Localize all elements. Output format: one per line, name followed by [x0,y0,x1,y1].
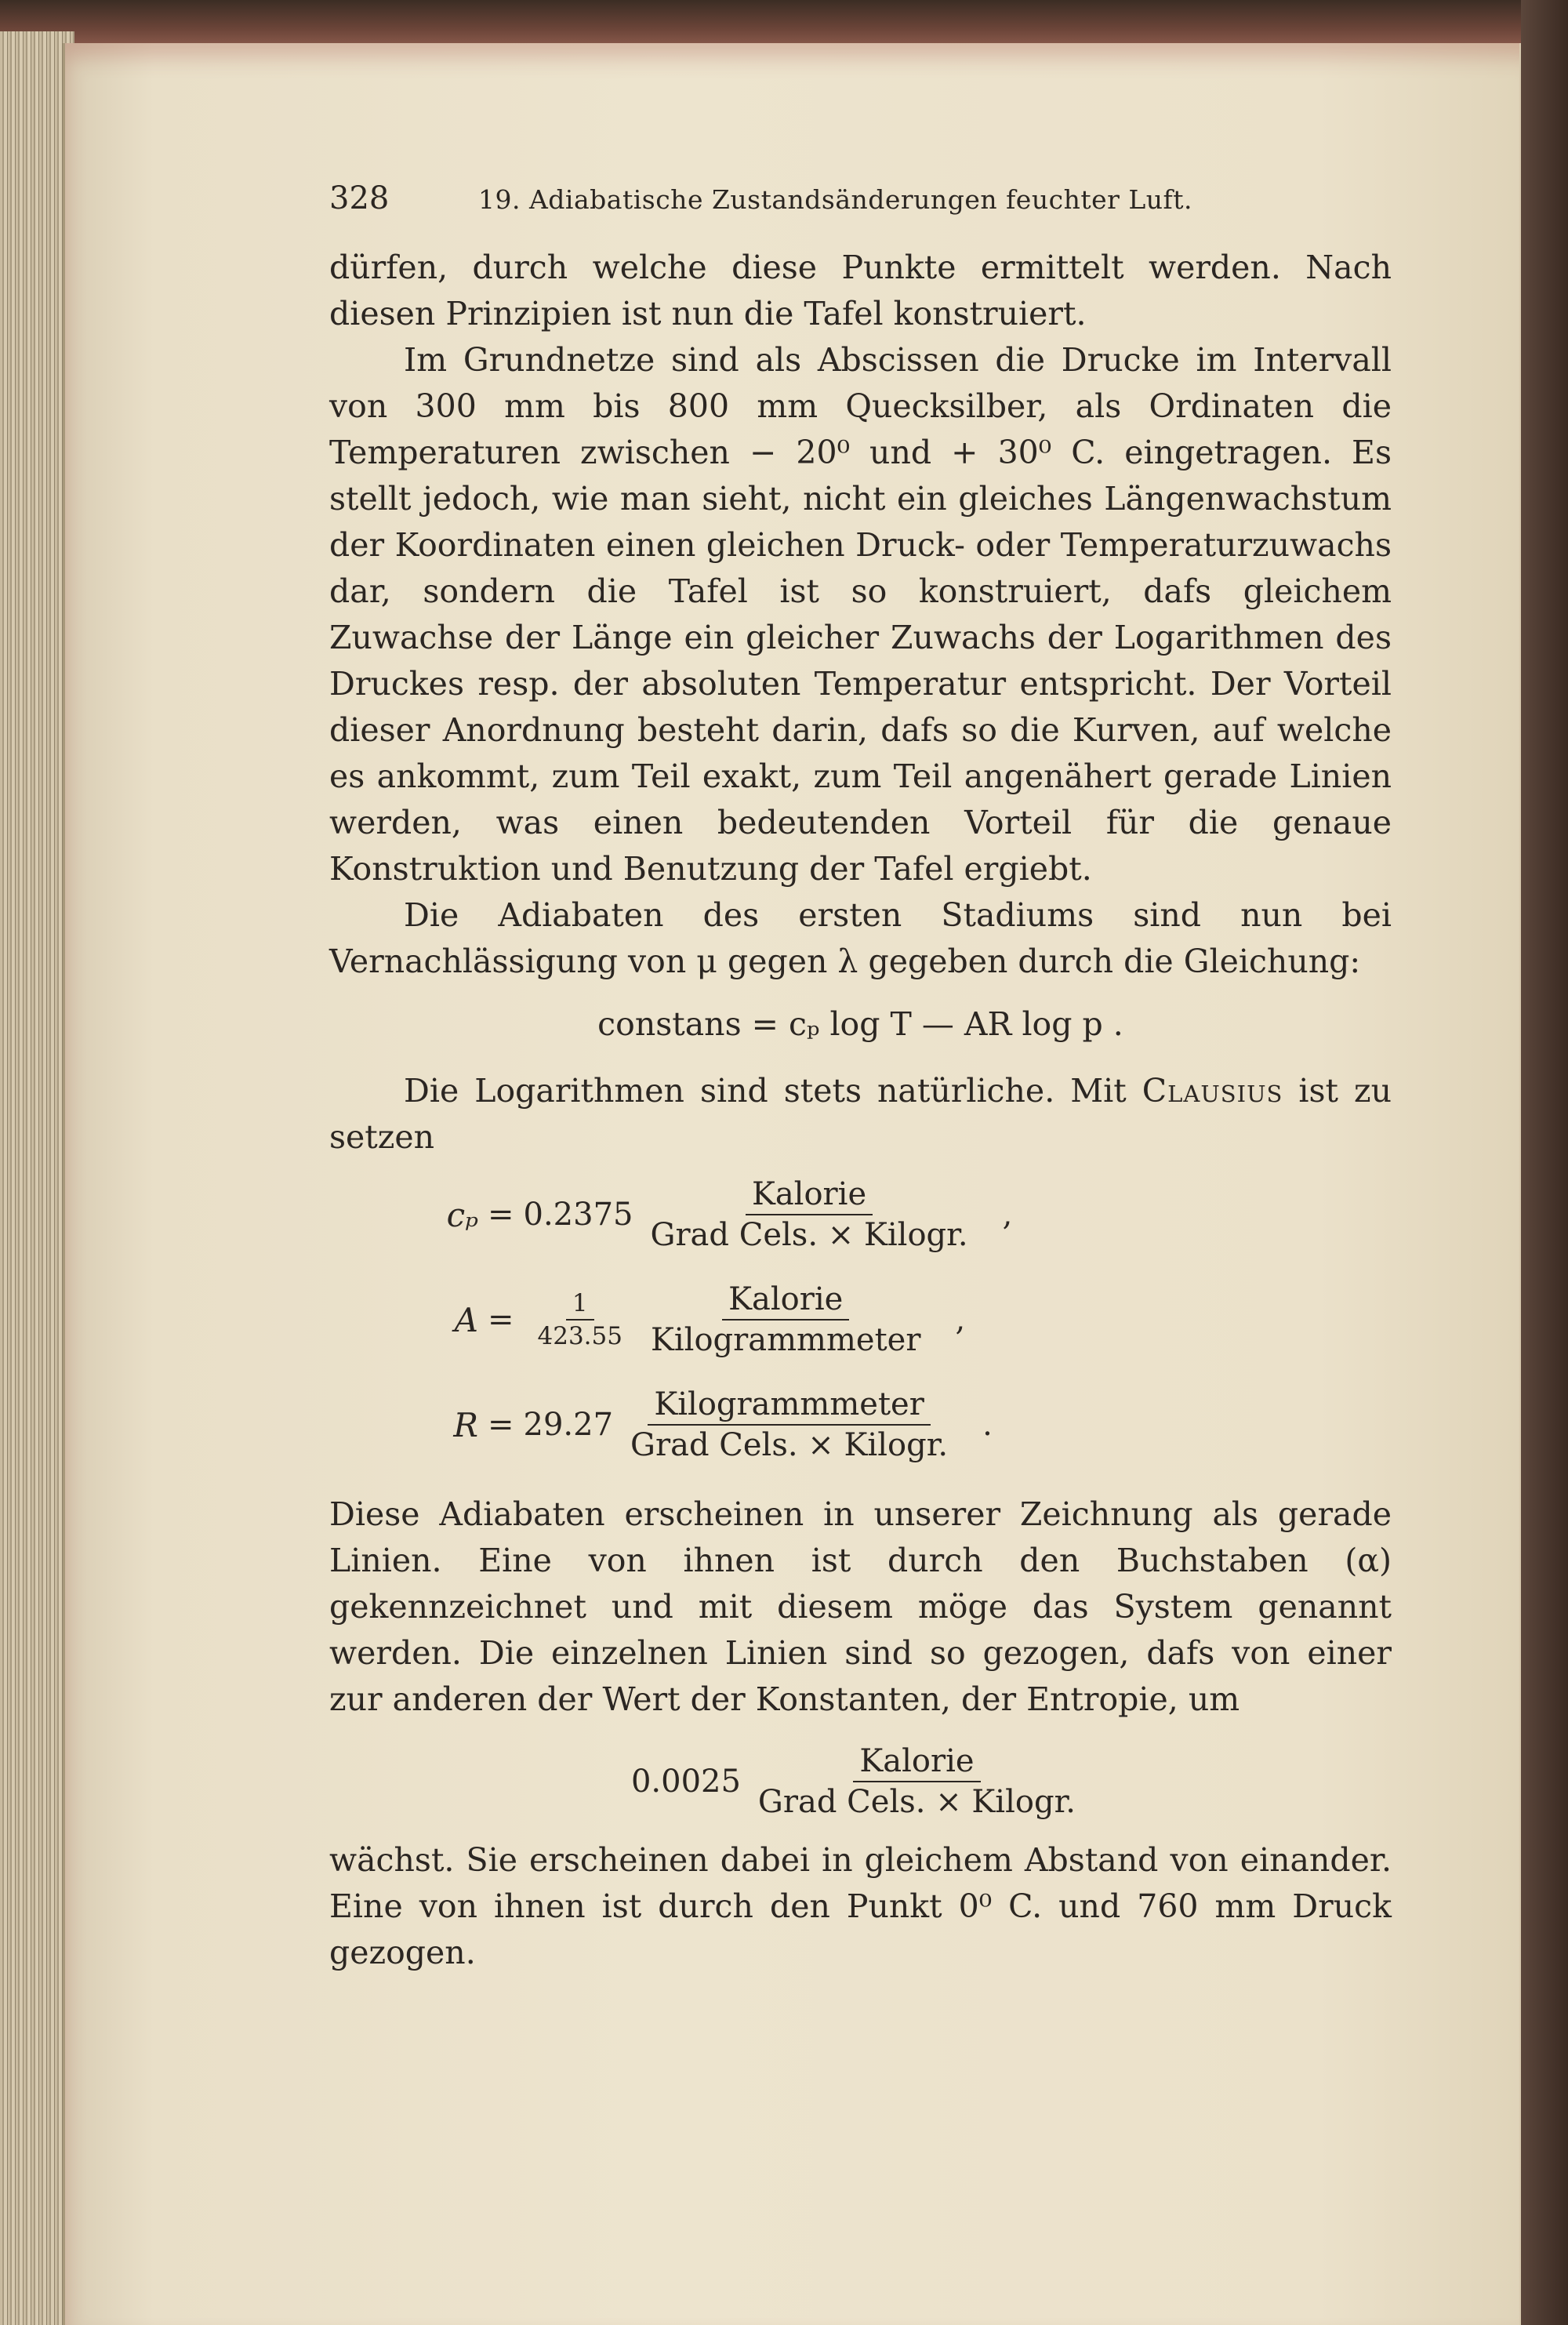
paragraph-6: wächst. Sie erscheinen dabei in gleichem Abstand von einander. Eine von ihnen ist durch den Punkt 0⁰ C. und 760 mm Druck gezogen. [329,1841,1392,1971]
formula-R [329,1386,1392,1463]
formula-cp [329,1176,1392,1253]
equals-sign: = [488,1302,514,1338]
paragraph-3: Die Adiabaten des ersten Stadiums sind nun bei Vernachlässigung von μ gegen λ gegeben durch die Gleichung: [329,896,1392,980]
formula-A-coef [532,1289,629,1350]
formula-R-punct: . [982,1407,993,1443]
entropy-increment [329,1743,1392,1820]
equation-text: constans = cₚ log T — AR log p . [597,1005,1123,1043]
page-number: 328 [329,180,390,216]
formula-A-coef-den: 423.55 [537,1322,622,1350]
equals-sign: = [488,1407,514,1443]
book-cover-top [0,0,1568,47]
formula-A-symbol: A [454,1300,478,1339]
formula-R-coef: 29.27 [523,1407,614,1443]
formula-R-unit-num: Kilogrammmeter [648,1386,930,1426]
increment-coef: 0.0025 [630,1764,741,1800]
formula-cp-unit [644,1176,974,1253]
page-content [329,180,1392,1976]
increment-unit-num: Kalorie [853,1743,980,1782]
running-title: 19. Adiabatische Zustandsänderungen feuchter Luft. [478,184,1193,215]
paragraph-4-post: ist zu setzen [329,1072,1392,1156]
formula-cp-coef: 0.2375 [523,1197,633,1233]
increment-unit [752,1743,1082,1820]
formula-cp-unit-den: Grad Cels. × Kilogr. [650,1217,968,1253]
formula-cp-punct: , [1002,1197,1013,1233]
formula-A-unit-den: Kilogrammmeter [651,1322,921,1358]
running-header [329,180,1392,216]
formula-R-unit-den: Grad Cels. × Kilogr. [630,1427,949,1463]
paragraph-2: Im Grundnetze sind als Abscissen die Drucke im Intervall von 300 mm bis 800 mm Quecksilber, als Ordinaten die Temperaturen zwischen − 20⁰ und + 30⁰ C. eingetragen. Es stellt jedoch, wie man sieht, nicht ein gleiches Längenwachstum der Koordinaten einen gleichen Druck- oder Temperaturzuwachs dar, sondern die Tafel ist so konstruiert, dafs gleichem Zuwachse der Länge ein gleicher Zuwachs der Logarithmen des Druckes resp. der absoluten Temperatur entspricht. Der Vorteil dieser Anordnung besteht darin, dafs so die Kurven, auf welche es ankommt, zum Teil exakt, zum Teil angenähert gerade Linien werden, was einen bedeutenden Vorteil für die genaue Konstruktion und Benutzung der Tafel ergiebt. [329,341,1392,888]
formula-R-symbol: R [453,1405,478,1444]
formula-cp-unit-num: Kalorie [746,1176,873,1215]
paragraph-4 [329,1068,1392,1161]
formula-A-coef-num: 1 [566,1289,594,1321]
formula-A-punct: , [955,1302,966,1338]
paragraph-5: Diese Adiabaten erscheinen in unserer Zeichnung als gerade Linien. Eine von ihnen ist durch den Buchstaben (α) gekennzeichnet und mit diesem möge das System genannt werden. Die einzelnen Linien sind so gezogen, dafs von einer zur anderen der Wert der Konstanten, der Entropie, um [329,1495,1392,1718]
paragraph-1: dürfen, durch welche diese Punkte ermittelt werden. Nach diesen Prinzipien ist nun die Tafel konstruiert. [329,249,1392,332]
equation-adiabate [329,1005,1392,1043]
book-cover-right [1521,0,1568,2325]
paragraph-4-pre: Die Logarithmen sind stets natürliche. Mit [404,1072,1142,1110]
equals-sign: = [488,1197,514,1233]
author-name: Clausius [1142,1072,1283,1110]
formula-A-unit-num: Kalorie [722,1281,849,1321]
constants-block [329,1176,1392,1463]
formula-cp-symbol: cₚ [446,1195,478,1234]
increment-unit-den: Grad Cels. × Kilogr. [757,1784,1076,1820]
formula-A [329,1281,1392,1358]
formula-R-unit [624,1386,954,1463]
formula-A-unit [644,1281,927,1358]
